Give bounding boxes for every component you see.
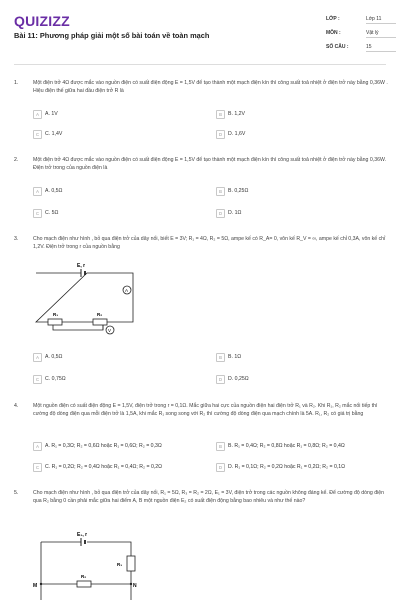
resistor-r1 (127, 556, 135, 571)
option-letter-box: D (216, 375, 225, 384)
r1-label: R₁ (53, 312, 59, 317)
option-letter-box: C (33, 463, 42, 472)
option-b[interactable] (216, 353, 376, 362)
node-m (40, 583, 42, 585)
option-letter-box: C (33, 130, 42, 139)
option-b[interactable] (216, 442, 376, 451)
option-text: D. 1,6V (228, 131, 246, 137)
option-letter-box: D (216, 209, 225, 218)
option-letter-box: B (216, 353, 225, 362)
option-letter-box: B (216, 110, 225, 119)
option-text: A. 0,5Ω (45, 188, 63, 194)
question-number: 3. (14, 236, 19, 242)
question-number: 4. (14, 403, 19, 409)
option-d[interactable] (216, 130, 376, 139)
resistor-r1 (48, 319, 62, 325)
option-text: D. R₁ = 0,1Ω; R₂ = 0,2Ω hoặc R₁ = 0,2Ω; R₂ = 0,1Ω (228, 464, 346, 470)
option-letter-box: D (216, 130, 225, 139)
option-b[interactable] (216, 110, 376, 119)
ammeter-label: A (125, 288, 129, 293)
option-letter-box: A (33, 110, 42, 119)
option-text: B. 1,2V (228, 111, 246, 117)
option-letter-box: B (216, 442, 225, 451)
option-text: C. R₁ = 0,2Ω; R₂ = 0,4Ω hoặc R₁ = 0,4Ω; R₂ = 0,2Ω (45, 464, 163, 470)
subject-value: Vật lý (366, 30, 396, 38)
option-c[interactable] (33, 130, 193, 139)
option-d[interactable] (216, 463, 376, 472)
m-label: M (33, 583, 38, 589)
header-divider (14, 64, 386, 65)
option-letter-box: C (33, 209, 42, 218)
option-a[interactable] (33, 353, 193, 362)
source-label: E₁, r (77, 532, 88, 538)
option-text: B. R₁ = 0,4Ω; R₂ = 0,8Ω hoặc R₁ = 0,8Ω; R₂ = 0,4Ω (228, 443, 345, 449)
option-letter-box: A (33, 353, 42, 362)
question-number: 1. (14, 80, 19, 86)
option-a[interactable] (33, 110, 193, 119)
worksheet-header (0, 0, 400, 62)
question-count-value: 15 (366, 44, 396, 52)
source-label: E, r (77, 263, 86, 269)
option-a[interactable] (33, 187, 193, 196)
question-text: Một điện trở 4Ω được mắc vào nguồn điện có suất điện động E = 1,5V để tạo thành một mạch điện kín thì công suất toả nhiệt ở điện trở này bằng 0,36W. Điện trở trong của nguồn điện là (33, 157, 387, 171)
option-text: C. 5Ω (45, 210, 59, 216)
question-text: Cho mạch điện như hình , bỏ qua điện trở của dây nối, biết E = 3V; R₁ = 4Ω, R₂ = 5Ω, ampe kế có R_A= 0, vôn kế R_V = ∞, ampe kế chỉ 0,3A, vôn kế chỉ 1,2V. Điện trở trong r của nguồn bằng (33, 236, 386, 250)
quizizz-logo: QUIZIZZ (14, 13, 70, 29)
subject-label: MÔN : (326, 30, 341, 36)
option-b[interactable] (216, 187, 376, 196)
option-letter-box: A (33, 187, 42, 196)
question-number: 5. (14, 490, 19, 496)
resistor-r2 (77, 581, 91, 587)
option-text: B. 1Ω (228, 354, 242, 360)
r1-label: R₁ (117, 562, 123, 567)
question-number: 2. (14, 157, 19, 163)
option-c[interactable] (33, 209, 193, 218)
option-text: C. 1,4V (45, 131, 63, 137)
option-text: A. R₁ = 0,3Ω; R₂ = 0,6Ω hoặc R₁ = 0,6Ω; R₂ = 0,3Ω (45, 443, 162, 449)
option-letter-box: D (216, 463, 225, 472)
r2-label: R₂ (97, 312, 103, 317)
circuit-diagram-1 (33, 263, 143, 348)
option-letter-box: B (216, 187, 225, 196)
class-value: Lớp 11 (366, 16, 396, 24)
question-text: Một nguồn điện có suất điện động E = 1,5V, điện trở trong r = 0,1Ω. Mắc giữa hai cực của nguồn điện hai điện trở R₁ và R₂. Khi R₁, R₂ mắc nối tiếp thì cường độ dòng điện qua mỗi điện trở là 1,5A, khi mắc R₁ song song với R₂ thì cường độ dòng điện qua mạch chính là 5A. R₁, R₂ có giá trị bằng (33, 403, 378, 417)
option-letter-box: C (33, 375, 42, 384)
question-count-label: SỐ CÂU : (326, 44, 349, 50)
question-text: Cho mạch điện như hình , bỏ qua điện trở của dây nối, R₁ = 5Ω, R₃ = R₂ = 2Ω, E₁ = 3V, điện trở trong các nguồn không đáng kể. Để cường độ dòng điện qua R₂ bằng 0 cần phải mắc giữa hai điểm A, B một nguồn điện E₂ có suất điện động bằng bao nhiêu và như thế nào? (33, 490, 385, 504)
option-text: D. 1Ω (228, 210, 242, 216)
option-text: A. 1V (45, 111, 58, 117)
class-label: LỚP : (326, 16, 340, 22)
r2-label: R₂ (81, 574, 87, 579)
option-d[interactable] (216, 375, 376, 384)
question-text: Một điện trở 4Ω được mắc vào nguồn điện có suất điện động E = 1,5V để tạo thành một mạch điện kín thì công suất toả nhiệt ở điện trở này bằng 0,36W . Hiệu điện thế giữa hai đầu điện trở R là (33, 80, 388, 94)
worksheet-title: Bài 11: Phương pháp giải một số bài toán về toàn mạch (14, 31, 210, 40)
circuit-diagram-2 (33, 526, 143, 600)
option-text: D. 0,25Ω (228, 376, 249, 382)
n-label: N (133, 583, 137, 589)
option-c[interactable] (33, 375, 193, 384)
option-c[interactable] (33, 463, 193, 472)
node-n (130, 583, 132, 585)
resistor-r2 (93, 319, 107, 325)
option-letter-box: A (33, 442, 42, 451)
option-text: B. 0,25Ω (228, 188, 249, 194)
option-text: A. 0,5Ω (45, 354, 63, 360)
option-a[interactable] (33, 442, 193, 451)
option-text: C. 0,75Ω (45, 376, 66, 382)
voltmeter-label: V (108, 328, 112, 333)
option-d[interactable] (216, 209, 376, 218)
